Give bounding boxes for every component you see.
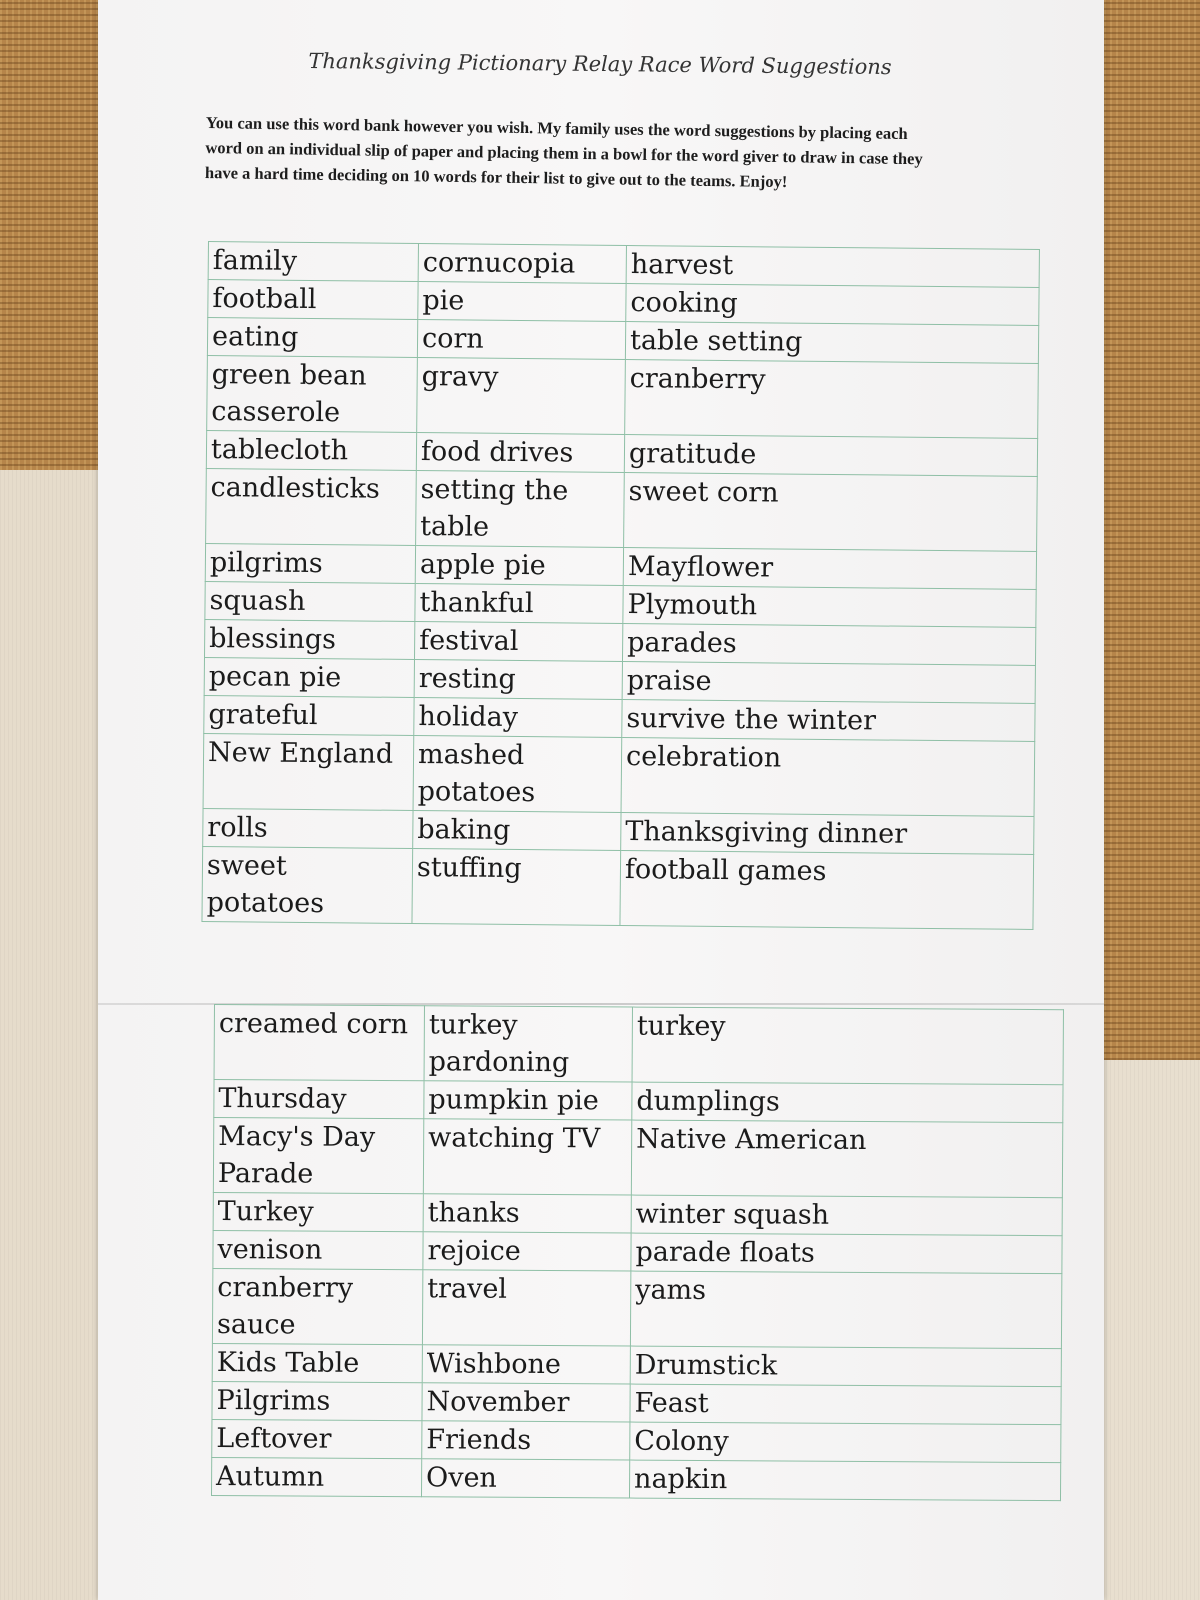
word-cell: cornucopia <box>418 244 626 284</box>
word-cell: dumplings <box>632 1082 1063 1123</box>
word-cell: festival <box>414 622 622 662</box>
word-cell: thanks <box>423 1194 631 1233</box>
word-cell: napkin <box>629 1460 1060 1501</box>
word-cell: praise <box>622 661 1035 703</box>
word-cell: football games <box>620 850 1034 929</box>
word-cell: turkey <box>632 1007 1063 1085</box>
word-cell: Drumstick <box>630 1346 1061 1387</box>
table-row <box>213 1192 1062 1235</box>
word-cell: cranberry sauce <box>212 1268 422 1344</box>
word-cell: stuffing <box>412 848 621 925</box>
word-cell: eating <box>207 318 417 358</box>
word-cell: travel <box>422 1270 630 1346</box>
word-cell: Friends <box>422 1421 630 1460</box>
word-cell: apple pie <box>415 546 623 586</box>
table-row <box>211 1457 1060 1500</box>
word-cell: rejoice <box>423 1232 631 1271</box>
word-cell: Native American <box>631 1120 1062 1198</box>
word-cell: Mayflower <box>623 548 1036 590</box>
table-row <box>212 1343 1061 1386</box>
word-cell: Autumn <box>211 1457 421 1496</box>
word-cell: Pilgrims <box>212 1381 422 1420</box>
word-cell: setting the table <box>416 471 625 548</box>
word-cell: table setting <box>625 322 1038 364</box>
word-cell: Thanksgiving dinner <box>621 812 1034 854</box>
word-cell: holiday <box>414 697 622 737</box>
word-table-top <box>201 241 1039 930</box>
word-cell: green bean casserole <box>207 355 418 432</box>
word-cell: Thursday <box>214 1080 424 1119</box>
word-cell: harvest <box>626 246 1039 288</box>
word-cell: November <box>422 1383 630 1422</box>
table-row <box>214 1080 1063 1123</box>
word-cell: mashed potatoes <box>413 735 622 812</box>
word-cell: cooking <box>626 284 1039 326</box>
word-cell: food drives <box>416 433 624 473</box>
table-row <box>212 1268 1061 1348</box>
word-cell: cranberry <box>625 360 1039 439</box>
word-cell: tablecloth <box>206 430 416 470</box>
word-cell: Plymouth <box>623 586 1036 628</box>
word-cell: thankful <box>415 584 623 624</box>
word-cell: winter squash <box>631 1195 1062 1236</box>
word-cell: sweet potatoes <box>202 846 413 923</box>
word-cell: Macy's Day Parade <box>213 1118 423 1194</box>
word-cell: resting <box>414 660 622 700</box>
word-cell: baking <box>413 810 621 850</box>
word-cell: rolls <box>203 808 413 848</box>
cloth-background-right <box>1090 1060 1200 1600</box>
table-row <box>212 1419 1061 1462</box>
word-cell: sweet corn <box>624 473 1038 552</box>
word-cell: parades <box>622 623 1035 665</box>
word-cell: corn <box>417 320 625 360</box>
word-cell: pilgrims <box>205 543 415 583</box>
table-row <box>207 355 1039 438</box>
table-row <box>212 1381 1061 1424</box>
word-cell: grateful <box>204 695 414 735</box>
table-row <box>213 1230 1062 1273</box>
word-cell: survive the winter <box>622 699 1035 741</box>
table-row <box>214 1005 1063 1085</box>
table-row <box>202 846 1034 929</box>
word-cell: turkey pardoning <box>424 1006 632 1082</box>
table-row <box>213 1118 1062 1198</box>
word-cell: parade floats <box>631 1233 1062 1274</box>
word-cell: blessings <box>205 619 415 659</box>
paper-sheet <box>98 0 1104 1600</box>
word-cell: Wishbone <box>422 1345 630 1384</box>
word-cell: Colony <box>630 1422 1061 1463</box>
word-cell: gravy <box>417 358 626 435</box>
word-cell: Leftover <box>212 1419 422 1458</box>
word-cell: football <box>208 280 418 320</box>
intro-paragraph: You can use this word bank however you wish. My family uses the word suggestions by placing each word on an individual slip of paper and placing them in a bowl for the word giver to draw in case they have a hard time deciding on 10 words for their list to give out to the teams. Enjoy! <box>204 112 923 192</box>
word-cell: New England <box>203 733 414 810</box>
cloth-background-left <box>0 470 110 1600</box>
word-cell: Turkey <box>213 1192 423 1231</box>
word-cell: squash <box>205 581 415 621</box>
word-table-bottom <box>211 1004 1064 1501</box>
word-cell: creamed corn <box>214 1005 424 1081</box>
word-cell: pecan pie <box>204 657 414 697</box>
word-cell: celebration <box>621 737 1035 816</box>
table-row <box>203 733 1035 816</box>
word-cell: family <box>208 242 418 282</box>
word-cell: Kids Table <box>212 1343 422 1382</box>
word-cell: venison <box>213 1230 423 1269</box>
word-cell: Feast <box>630 1384 1061 1425</box>
word-cell: pumpkin pie <box>424 1081 632 1120</box>
table-row <box>206 468 1038 551</box>
word-cell: gratitude <box>624 435 1037 477</box>
word-cell: Oven <box>421 1459 629 1498</box>
word-cell: yams <box>630 1271 1061 1349</box>
document-title: Thanksgiving Pictionary Relay Race Word Suggestions <box>308 48 892 80</box>
word-cell: candlesticks <box>206 468 417 545</box>
word-cell: watching TV <box>423 1119 631 1195</box>
word-cell: pie <box>418 282 626 322</box>
